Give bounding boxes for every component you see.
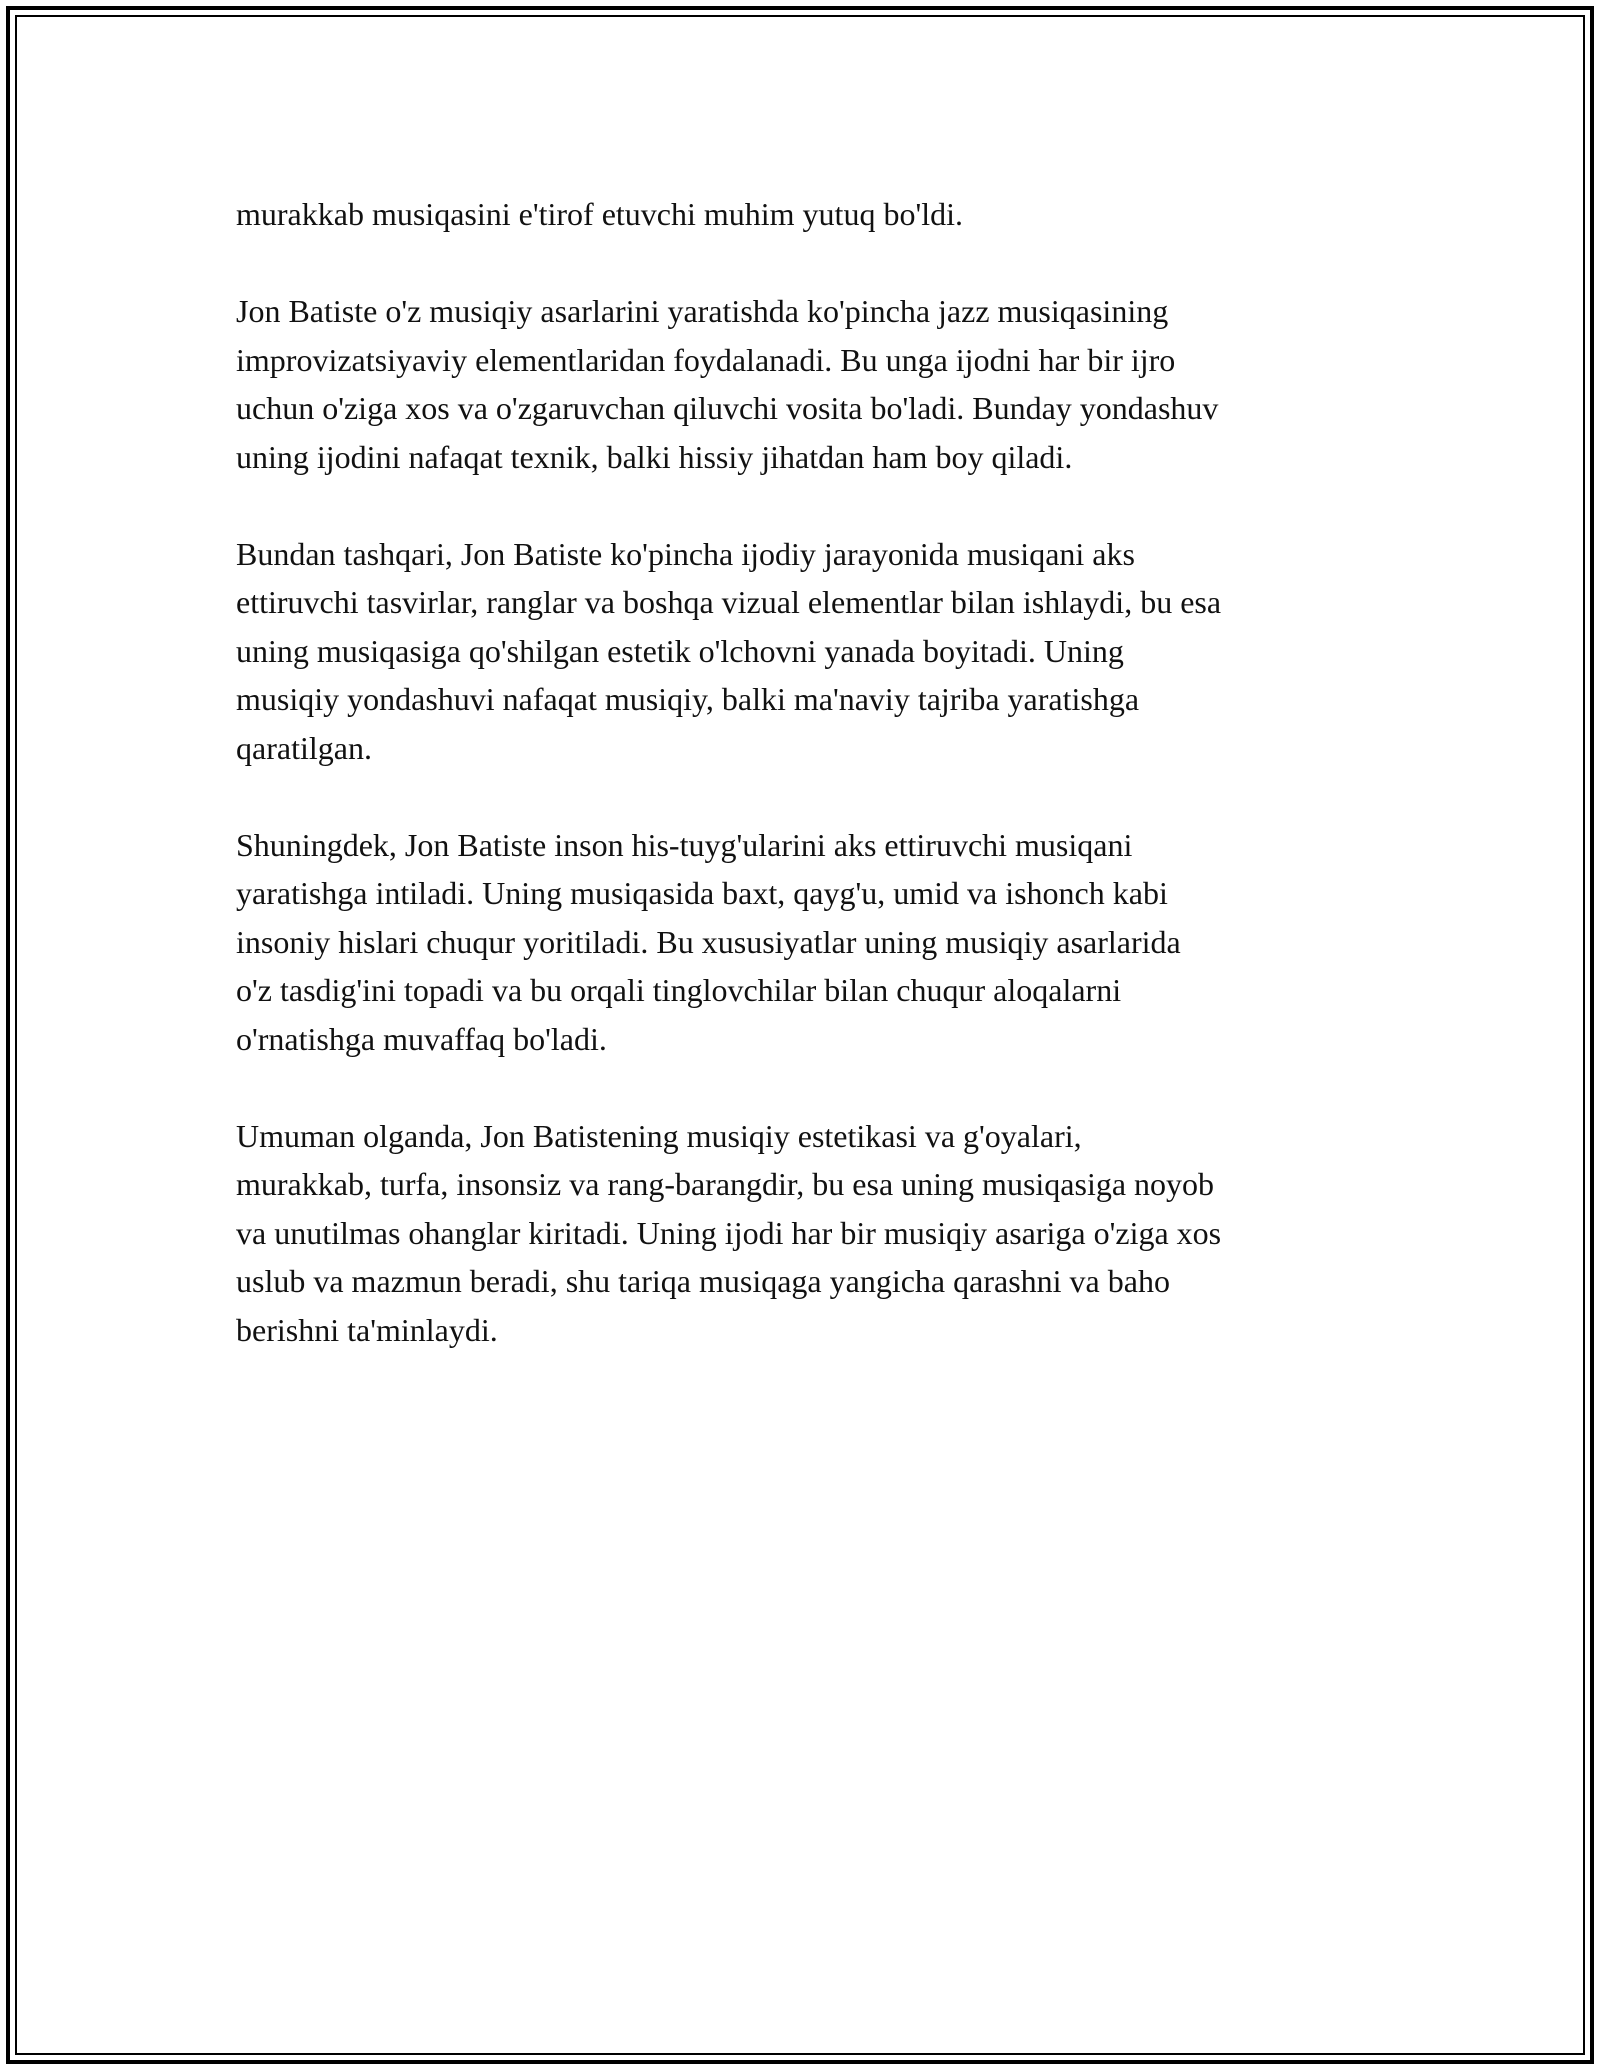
paragraph-4 (236, 821, 1376, 1064)
paragraph-line: uning ijodini nafaqat texnik, balki hissiy jihatdan ham boy qiladi. (236, 438, 1073, 475)
paragraph-2 (236, 287, 1376, 481)
paragraph-line: yaratishga intiladi. Uning musiqasida baxt, qayg'u, umid va ishonch kabi (236, 875, 1168, 911)
paragraph-line: insoniy hislari chuqur yoritiladi. Bu xususiyatlar uning musiqiy asarlarida (236, 923, 1181, 960)
paragraph-line: Shuningdek, Jon Batiste inson his-tuyg'ularini aks ettiruvchi musiqani (236, 826, 1133, 863)
paragraph-line: berishni ta'minlaydi. (236, 1311, 498, 1348)
paragraph-line: improvizatsiyaviy elementlaridan foydalanadi. Bu unga ijodni har bir ijro (236, 341, 1176, 378)
paragraph-line: Umuman olganda, Jon Batistening musiqiy estetikasi va g'oyalari, (236, 1117, 1082, 1154)
paragraph-5 (236, 1112, 1376, 1355)
paragraph-line: qaratilgan. (236, 729, 372, 766)
paragraph-line: ettiruvchi tasvirlar, ranglar va boshqa vizual elementlar bilan ishlaydi, bu esa (236, 584, 1222, 620)
paragraph-line: Bundan tashqari, Jon Batiste ko'pincha ijodiy jarayonida musiqani aks (236, 535, 1135, 572)
paragraph-line: murakkab musiqasini e'tirof etuvchi muhim yutuq bo'ldi. (236, 196, 963, 232)
paragraph-line: Jon Batiste o'z musiqiy asarlarini yaratishda ko'pincha jazz musiqasining (236, 293, 1169, 329)
paragraph-line: uchun o'ziga xos va o'zgaruvchan qiluvchi vosita bo'ladi. Bunday yondashuv (236, 390, 1219, 426)
paragraph-line: va unutilmas ohanglar kiritadi. Uning ijodi har bir musiqiy asariga o'ziga xos (236, 1214, 1222, 1251)
paragraph-1 (236, 190, 1376, 239)
paragraph-line: musiqiy yondashuvi nafaqat musiqiy, balki ma'naviy tajriba yaratishga (236, 681, 1140, 717)
paragraph-line: o'rnatishga muvaffaq bo'ladi. (236, 1020, 607, 1057)
paragraph-line: uslub va mazmun beradi, shu tariqa musiqaga yangicha qarashni va baho (236, 1263, 1170, 1299)
paragraph-3 (236, 530, 1376, 773)
paragraph-line: murakkab, turfa, insonsiz va rang-barangdir, bu esa uning musiqasiga noyob (236, 1166, 1215, 1202)
paragraph-line: uning musiqasiga qo'shilgan estetik o'lchovni yanada boyitadi. Uning (236, 632, 1124, 669)
document-body (236, 190, 1376, 1403)
paragraph-line: o'z tasdig'ini topadi va bu orqali tinglovchilar bilan chuqur aloqalarni (236, 972, 1122, 1008)
